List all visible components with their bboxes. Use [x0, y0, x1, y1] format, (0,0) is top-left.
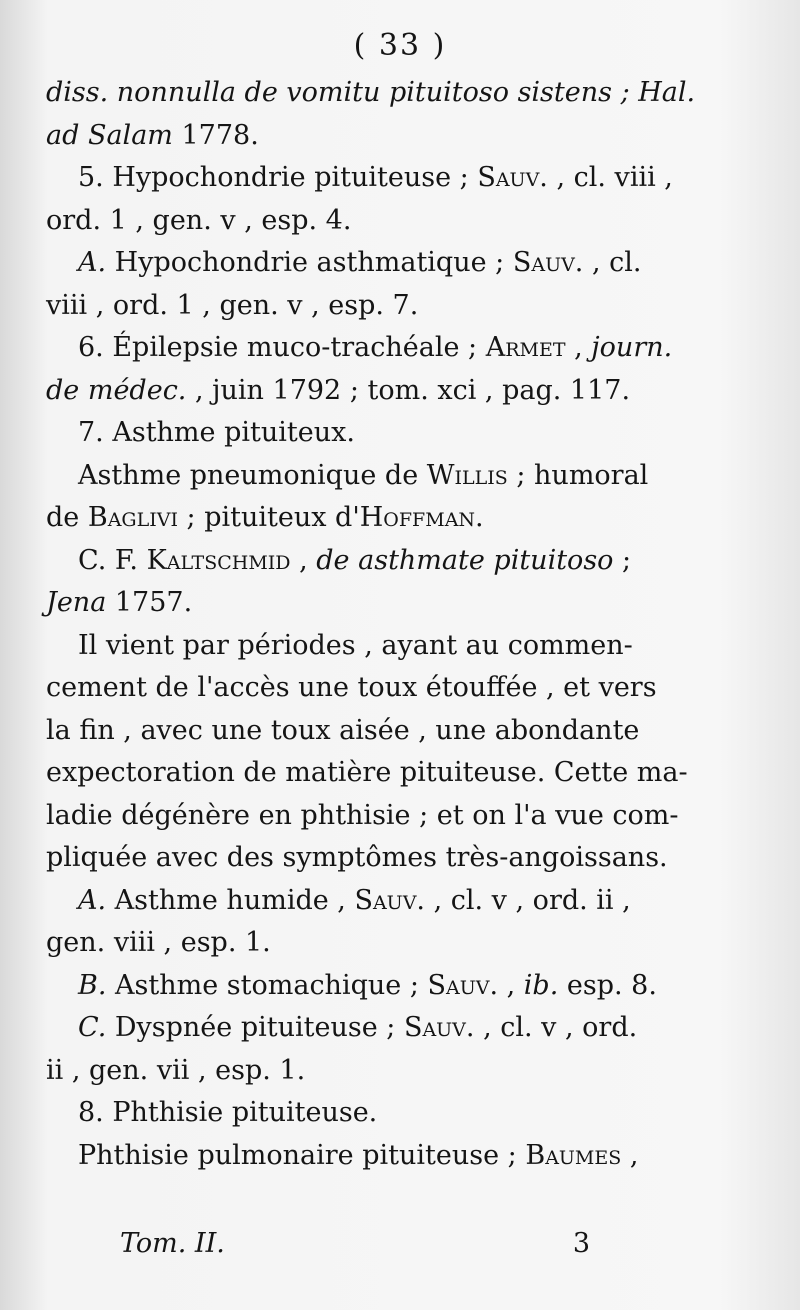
text-line	[46, 1092, 686, 1135]
text-span: C. F.	[78, 544, 147, 576]
text-span: , cl. v , ord. ii ,	[425, 884, 631, 916]
text-span: cement de l'accès une toux étouffée , et vers	[46, 672, 657, 703]
text-span: Sauv.	[477, 162, 548, 193]
text-span: 1778.	[172, 119, 259, 151]
text-line	[46, 540, 686, 583]
text-span: , cl. v , ord.	[474, 1012, 638, 1043]
text-line	[46, 412, 686, 455]
text-line	[46, 157, 686, 200]
text-line	[46, 455, 686, 498]
text-span: la fin , avec une toux aisée , une abondante	[46, 714, 640, 746]
text-line	[46, 327, 686, 370]
text-line	[46, 667, 686, 710]
text-span: de médec.	[46, 374, 187, 406]
text-span: ;	[613, 544, 632, 576]
text-line	[46, 922, 686, 965]
text-line	[46, 200, 686, 243]
text-span: Phthisie pulmonaire pituiteuse ;	[78, 1139, 526, 1171]
text-span: A.	[78, 247, 107, 278]
text-line	[46, 1050, 686, 1093]
text-span: , cl. viii ,	[547, 162, 673, 193]
text-span: 1757.	[106, 587, 193, 618]
text-span: Kaltschmid	[146, 544, 291, 576]
text-line	[46, 752, 686, 795]
text-span: ; humoral	[507, 459, 649, 491]
text-line	[46, 795, 686, 838]
text-span: ib.	[523, 969, 559, 1001]
text-span: de asthmate pituitoso	[316, 544, 614, 576]
text-line	[46, 72, 696, 115]
text-span: ; pituiteux d'	[177, 502, 360, 533]
text-span: ad Salam	[46, 119, 173, 151]
text-line	[46, 710, 686, 753]
text-span: ii , gen. vii , esp. 1.	[46, 1054, 306, 1086]
text-span: , cl.	[583, 247, 642, 278]
text-span: 8. Phthisie pituiteuse.	[78, 1097, 378, 1128]
text-span: ord. 1 , gen. v , esp. 4.	[46, 204, 352, 236]
text-span: gen. viii , esp. 1.	[46, 927, 271, 958]
text-span: 6. Épilepsie muco-trachéale ;	[78, 332, 486, 363]
text-span: pliquée avec des symptômes très-angoissans.	[46, 842, 668, 873]
text-span: 7. Asthme pituiteux.	[78, 417, 355, 448]
text-span: Baumes	[525, 1139, 622, 1171]
text-line	[46, 1007, 686, 1050]
text-span: Jena	[46, 587, 107, 618]
text-span: diss. nonnulla de vomitu pituitoso sistens ; Hal.	[46, 77, 696, 108]
text-span: Il vient par périodes , ayant au commen-	[78, 629, 633, 661]
text-span: Asthme pneumonique de	[78, 459, 427, 491]
text-span: ,	[621, 1139, 639, 1171]
text-span: expectoration de matière pituiteuse. Cette ma-	[46, 757, 688, 788]
text-line	[46, 837, 686, 880]
text-span: journ.	[591, 332, 673, 363]
text-span: A.	[78, 884, 107, 916]
text-span: B.	[78, 969, 107, 1001]
text-span: Asthme stomachique ;	[106, 969, 428, 1001]
text-span: esp. 8.	[558, 969, 657, 1001]
text-span: Hypochondrie asthmatique ;	[106, 247, 513, 278]
text-span: ,	[498, 969, 524, 1001]
text-span: Asthme humide ,	[106, 884, 355, 916]
text-span: Willis	[426, 459, 508, 491]
text-line	[46, 1135, 686, 1178]
text-line	[46, 497, 686, 540]
text-span: Sauv.	[427, 969, 499, 1001]
text-line	[46, 880, 686, 923]
text-line	[46, 242, 686, 285]
page-number: ( 33 )	[353, 28, 447, 63]
text-line	[46, 965, 686, 1008]
text-line	[46, 370, 686, 413]
text-line	[46, 285, 686, 328]
text-span: Sauv.	[403, 1012, 475, 1043]
text-span: ,	[290, 544, 317, 576]
text-line	[46, 625, 686, 668]
text-span: Sauv.	[354, 884, 426, 916]
text-span: viii , ord. 1 , gen. v , esp. 7.	[46, 289, 419, 321]
text-span: Hoffman.	[359, 502, 484, 533]
text-span: , juin 1792 ; tom. xci , pag. 117.	[186, 374, 631, 406]
volume-label: Tom. II.	[120, 1228, 225, 1259]
text-span: Dyspnée pituiteuse ;	[106, 1012, 404, 1043]
text-span: de	[46, 502, 88, 533]
text-span: Baglivi	[87, 502, 178, 533]
page-text	[46, 72, 696, 1177]
text-span: Sauv.	[512, 247, 584, 278]
text-span: C.	[78, 1012, 107, 1043]
page-footer	[120, 1228, 590, 1259]
text-line	[46, 115, 686, 158]
text-span: ladie dégénère en phthisie ; et on l'a vue com-	[46, 799, 679, 831]
signature-mark: 3	[572, 1228, 590, 1259]
text-span: Armet	[485, 332, 566, 363]
text-line	[46, 582, 686, 625]
text-span: 5. Hypochondrie pituiteuse ;	[78, 162, 478, 193]
text-span: ,	[565, 332, 592, 363]
